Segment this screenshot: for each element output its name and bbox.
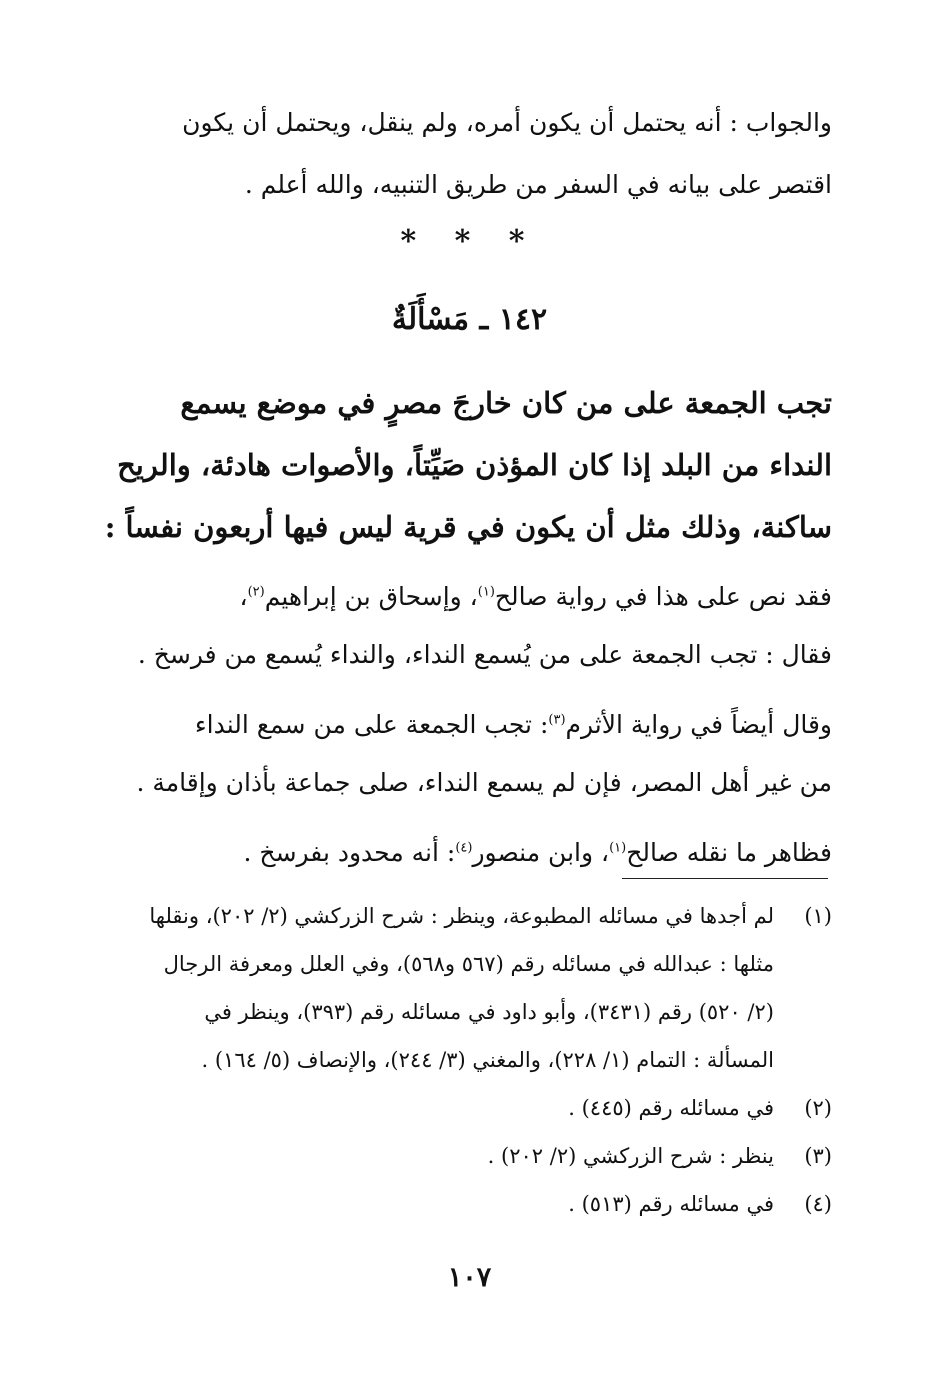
- page-number: ١٠٧: [447, 1262, 492, 1293]
- footnote-3: [112, 1132, 832, 1180]
- answer-line-2: اقتصر على بيانه في السفر من طريق التنبيه، والله أعلم .: [244, 170, 832, 199]
- footnote-number: (٣): [804, 1144, 832, 1168]
- footnote-ref: (١): [609, 840, 627, 856]
- footnote-line: في مسائله رقم (٥١٣) .: [568, 1192, 774, 1216]
- footnote-line: في مسائله رقم (٤٤٥) .: [568, 1096, 774, 1120]
- footnotes: [112, 892, 832, 1228]
- body-p1-line-2: فقال : تجب الجمعة على من يُسمع النداء، والنداء يُسمع من فرسخ .: [137, 640, 832, 669]
- answer-paragraph: [112, 92, 832, 216]
- footnote-line: المسألة : التمام (١/ ٢٢٨)، والمغني (٣/ ٢٤٤)، والإنصاف (٥/ ١٦٤) .: [201, 1048, 774, 1072]
- footnote-line: ينظر : شرح الزركشي (٢/ ٢٠٢) .: [487, 1144, 774, 1168]
- ruling-line-2: النداء من البلد إذا كان المؤذن صَيِّتاً، والأصوات هادئة، والريح: [117, 448, 832, 482]
- footnote-line: (٢/ ٥٢٠) رقم (٣٤٣١)، وأبو داود في مسائله رقم (٣٩٣)، وينظر في: [204, 1000, 774, 1024]
- answer-line-1: والجواب : أنه يحتمل أن يكون أمره، ولم ينقل، ويحتمل أن يكون: [182, 108, 832, 137]
- body-p1-line-1: فقد نص على هذا في رواية صالح$^{(١)}$، وإسحاق بن إبراهيم$^{(٢)}$،: [239, 582, 832, 611]
- ruling-line-1: تجب الجمعة على من كان خارجَ مصرٍ في موضع يسمع: [180, 386, 832, 420]
- section-separator: * * *: [400, 224, 539, 259]
- body-p3-line-1: فظاهر ما نقله صالح$^{(١)}$، وابن منصور$^{(٤)}$: أنه محدود بفرسخ .: [243, 838, 832, 867]
- footnote-divider: [622, 878, 828, 879]
- footnote-ref: (٤): [455, 840, 473, 856]
- footnote-4: [112, 1180, 832, 1228]
- ruling-line-3: ساكنة، وذلك مثل أن يكون في قرية ليس فيها أربعون نفساً :: [104, 510, 832, 544]
- footnote-ref: (١): [477, 584, 495, 600]
- ruling-text: [104, 372, 832, 558]
- commentary-body: [112, 568, 832, 882]
- footnote-number: (١): [804, 904, 832, 928]
- footnote-1: [112, 892, 832, 1084]
- footnote-number: (٢): [804, 1096, 832, 1120]
- footnote-number: (٤): [804, 1192, 832, 1216]
- footnote-ref: (٢): [247, 584, 265, 600]
- issue-title: ١٤٢ ـ مَسْأَلَةٌ: [391, 302, 548, 337]
- footnote-2: [112, 1084, 832, 1132]
- footnote-ref: (٣): [548, 712, 566, 728]
- body-p2-line-2: من غير أهل المصر، فإن لم يسمع النداء، صلى جماعة بأذان وإقامة .: [136, 768, 832, 797]
- footnote-line: لم أجدها في مسائله المطبوعة، وينظر : شرح الزركشي (٢/ ٢٠٢)، ونقلها: [149, 904, 774, 928]
- footnote-line: مثلها : عبدالله في مسائله رقم (٥٦٧ و٥٦٨)، وفي العلل ومعرفة الرجال: [163, 952, 774, 976]
- body-p2-line-1: وقال أيضاً في رواية الأثرم$^{(٣)}$: تجب الجمعة على من سمع النداء: [194, 710, 832, 739]
